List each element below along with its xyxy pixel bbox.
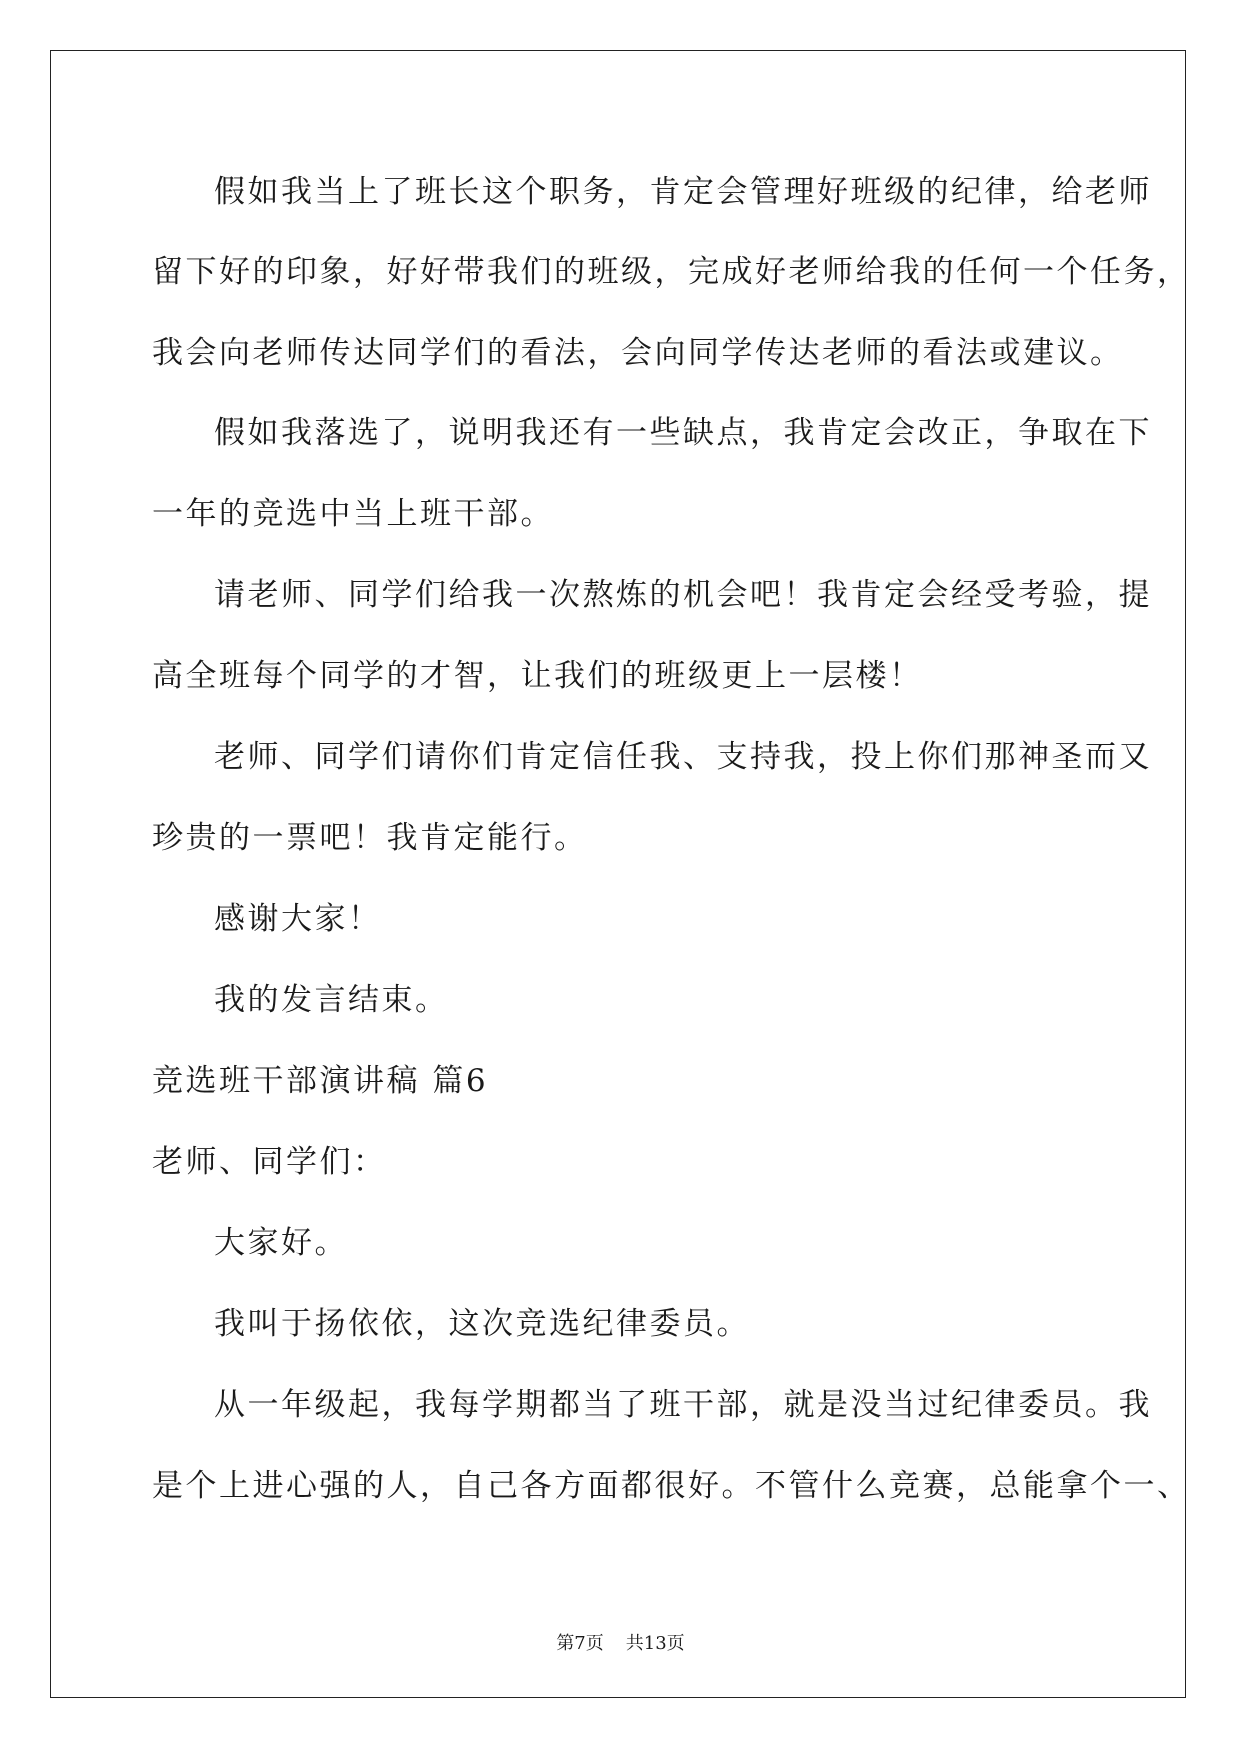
salutation: 老师、同学们： [152,1144,387,1180]
section-heading: 竞选班干部演讲稿 篇6 [152,1063,489,1099]
text-line: 我会向老师传达同学们的看法，会向同学传达老师的看法或建议。 [152,335,1124,371]
text-line: 感谢大家！ [214,901,382,937]
text-line: 一年的竞选中当上班干部。 [152,496,554,532]
text-line: 珍贵的一票吧！我肯定能行。 [152,820,588,856]
text-line: 从一年级起，我每学期都当了班干部，就是没当过纪律委员。我 [214,1387,1152,1423]
page-footer [0,1633,1241,1655]
text-line: 老师、同学们请你们肯定信任我、支持我，投上你们那神圣而又 [214,739,1152,775]
text-line: 大家好。 [214,1225,348,1261]
text-line: 我叫于扬依依，这次竞选纪律委员。 [214,1306,750,1342]
text-line: 假如我当上了班长这个职务，肯定会管理好班级的纪律，给老师 [214,174,1152,210]
page-border [50,50,1186,1698]
text-line: 请老师、同学们给我一次熬炼的机会吧！我肯定会经受考验，提 [214,577,1152,613]
page-total: 共13页 [625,1633,685,1654]
page-number: 第7页 [556,1633,604,1654]
text-line: 留下好的印象，好好带我们的班级，完成好老师给我的任何一个任务， [152,254,1191,290]
text-line: 我的发言结束。 [214,982,449,1018]
text-line: 假如我落选了，说明我还有一些缺点，我肯定会改正，争取在下 [214,415,1152,451]
text-line: 是个上进心强的人，自己各方面都很好。不管什么竞赛，总能拿个一、 [152,1468,1191,1504]
text-line: 高全班每个同学的才智，让我们的班级更上一层楼！ [152,658,923,694]
